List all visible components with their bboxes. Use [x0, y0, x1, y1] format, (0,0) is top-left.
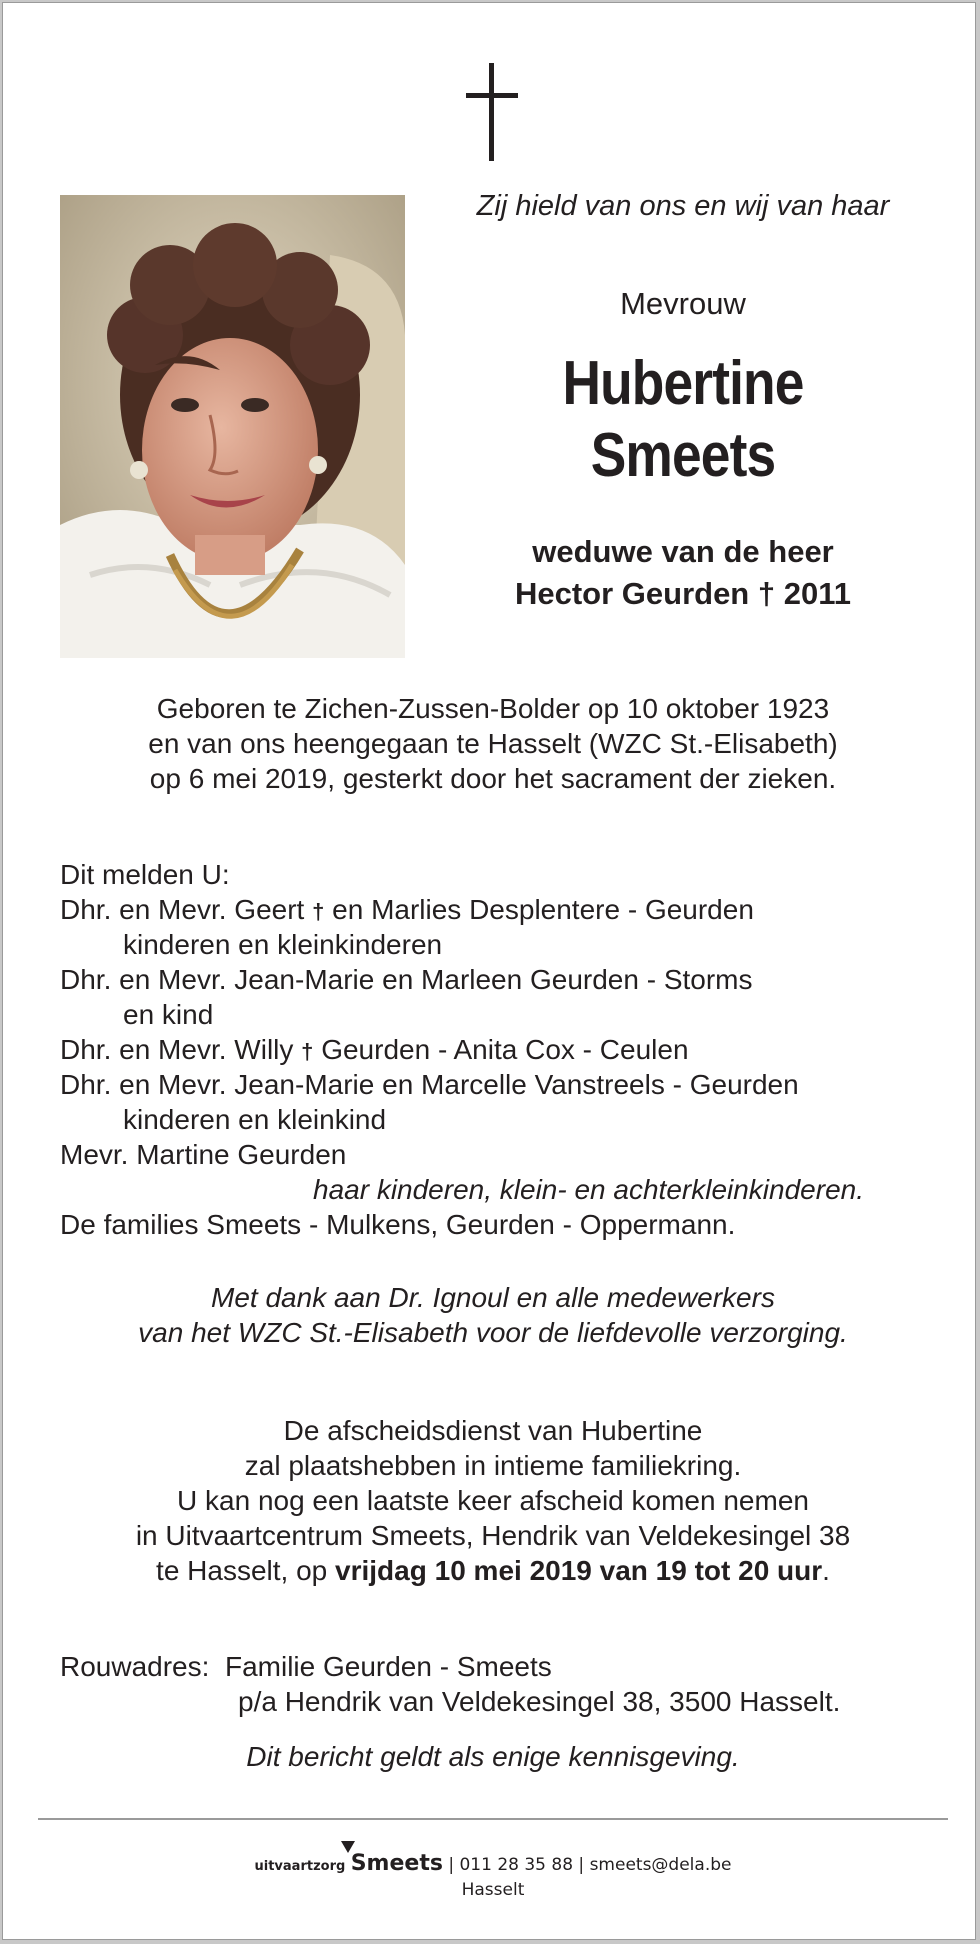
last-name: Smeets: [590, 421, 776, 490]
portrait-photo: [60, 195, 405, 658]
born-line: en van ons heengegaan te Hasselt (WZC St.-Elisabeth): [148, 728, 838, 759]
born-line: Geboren te Zichen-Zussen-Bolder op 10 oktober 1923: [156, 693, 830, 724]
divider: [38, 1818, 948, 1820]
notice: Dit bericht geldt als enige kennisgeving.: [246, 1741, 740, 1772]
first-name: Hubertine: [562, 349, 804, 418]
obituary-card: [2, 2, 976, 1940]
footer-brand: Smeets: [350, 1851, 443, 1876]
family-text: Geurden - Anita Cox - Ceulen: [313, 1034, 689, 1065]
footer-phone: | 011 28 35 88 |: [448, 1855, 585, 1875]
service-line: in Uitvaartcentrum Smeets, Hendrik van Veldekesingel 38: [135, 1520, 851, 1551]
footer-city: Hasselt: [461, 1880, 525, 1900]
thanks-line: van het WZC St.-Elisabeth voor de liefdevolle verzorging.: [138, 1317, 848, 1348]
born-line: op 6 mei 2019, gesterkt door het sacrament der zieken.: [149, 763, 837, 794]
family-line: haar kinderen, klein- en achterkleinkinderen.: [313, 1174, 864, 1205]
service-text: .: [822, 1555, 830, 1586]
thanks-note: [43, 1280, 943, 1350]
footer-line: [43, 1851, 943, 1876]
widow-line1: weduwe van de heer: [532, 534, 834, 569]
cross-icon: [462, 63, 522, 163]
title-word: Mevrouw: [620, 286, 746, 321]
address-label: Rouwadres:: [60, 1651, 210, 1682]
thanks-line: Met dank aan Dr. Ignoul en alle medewerkers: [211, 1282, 775, 1313]
address-line1: [60, 1649, 940, 1684]
service-datetime: vrijdag 10 mei 2019 van 19 tot 20 uur: [335, 1555, 823, 1586]
deceased-name: [468, 348, 898, 492]
widow-line2: [433, 573, 933, 615]
family-line: Dhr. en Mevr. Jean-Marie en Marcelle Vanstreels - Geurden: [60, 1069, 799, 1100]
family-line: De families Smeets - Mulkens, Geurden - Oppermann.: [60, 1209, 736, 1240]
service-info: [43, 1413, 943, 1588]
family-intro: Dit melden U:: [60, 859, 230, 890]
triangle-icon: [341, 1841, 355, 1853]
mourning-address: [60, 1649, 940, 1719]
family-list: [60, 857, 940, 1242]
service-line: De afscheidsdienst van Hubertine: [283, 1415, 703, 1446]
service-text: te Hasselt, op: [156, 1555, 336, 1586]
widow-of: [433, 531, 933, 615]
birth-death-info: [43, 691, 943, 796]
footer: [43, 1851, 943, 1900]
footer-email[interactable]: smeets@dela.be: [589, 1855, 732, 1875]
family-text: Dhr. en Mevr. Geert: [60, 894, 313, 925]
family-line: [60, 892, 940, 927]
service-line: [43, 1553, 943, 1588]
family-line: [60, 1032, 940, 1067]
family-line: kinderen en kleinkinderen: [123, 929, 443, 960]
cross-icon: †: [757, 576, 776, 611]
address-line2: p/a Hendrik van Veldekesingel 38, 3500 Hasselt.: [238, 1686, 841, 1717]
family-line: en kind: [123, 999, 214, 1030]
death-year: 2011: [783, 576, 852, 611]
address-name: Familie Geurden - Smeets: [224, 1651, 552, 1682]
service-line: zal plaatshebben in intieme familiekring.: [244, 1450, 742, 1481]
cross-icon: †: [301, 1039, 314, 1064]
family-line: kinderen en kleinkind: [123, 1104, 387, 1135]
family-text: Dhr. en Mevr. Willy: [60, 1034, 302, 1065]
cross-icon: †: [312, 899, 325, 924]
family-text: en Marlies Desplentere - Geurden: [324, 894, 754, 925]
footer-prefix: uitvaartzorg: [254, 1859, 346, 1874]
family-line: Mevr. Martine Geurden: [60, 1139, 347, 1170]
motto: Zij hield van ons en wij van haar: [476, 190, 890, 222]
spouse-name: Hector Geurden: [514, 576, 750, 611]
family-line: Dhr. en Mevr. Jean-Marie en Marleen Geurden - Storms: [60, 964, 753, 995]
service-line: U kan nog een laatste keer afscheid komen nemen: [177, 1485, 809, 1516]
